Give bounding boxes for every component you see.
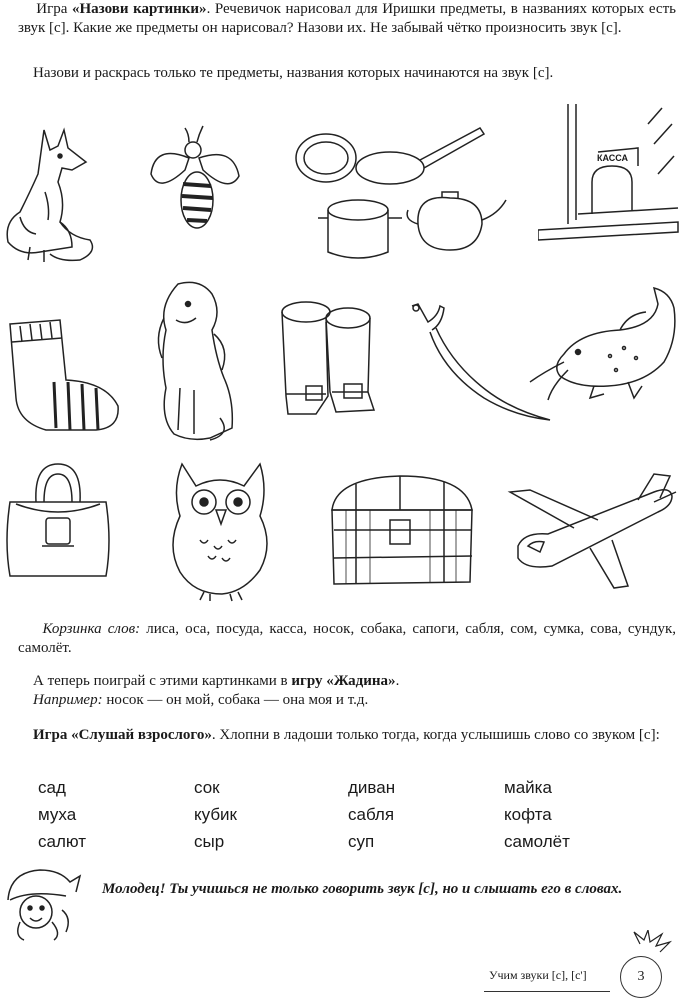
sock-icon — [6, 318, 122, 434]
task1-game-label: Игра — [36, 1, 73, 17]
word-item: майка — [504, 778, 552, 797]
word-item: сыр — [194, 832, 225, 851]
task1-paragraph — [18, 0, 676, 38]
basket-words: лиса, оса, посуда, касса, носок, собака, сапоги, сабля, сом, сумка, сова, сундук, самолёт. — [18, 621, 676, 656]
task2-paragraph — [18, 64, 676, 83]
footer-divider — [484, 991, 610, 992]
listen-game-label: Игра «Слушай взрослого» — [33, 727, 212, 743]
listen-text: . Хлопни в ладоши только тогда, когда услышишь слово со звуком [с]: — [211, 727, 660, 743]
task1-game-title: «Назови картинки» — [72, 1, 207, 17]
word-item: диван — [348, 778, 396, 797]
word-item: самолёт — [504, 832, 570, 851]
basket-label: Корзинка слов: — [42, 621, 141, 637]
dishes-icon — [292, 124, 514, 264]
word-item: салют — [38, 832, 87, 851]
word-item: муха — [38, 805, 77, 824]
basket-paragraph — [18, 620, 676, 658]
task2-text: Назови и раскрась только те предметы, названия которых начинаются на звук [с]. — [33, 65, 554, 81]
greedy-text-before: А теперь поиграй с этими картинками в — [33, 673, 292, 689]
word-item: суп — [348, 832, 375, 851]
fox-icon — [0, 122, 100, 267]
ticket-office-icon — [538, 104, 682, 244]
page-number: 3 — [620, 956, 662, 998]
dog-icon — [150, 278, 242, 444]
task1-text: . Речевичок нарисовал для Иришки предметы, в названиях которых есть звук [с]. Какие же предметы он нарисовал? Назови их. Не забывай чётко произносить звук [с]. — [18, 1, 676, 36]
greedy-example-label: Например: — [33, 692, 103, 708]
greedy-paragraph — [18, 672, 676, 710]
listen-paragraph — [18, 726, 676, 745]
owl-icon — [164, 460, 278, 602]
greedy-example-text: носок — он мой, собака — она моя и т.д. — [102, 692, 369, 708]
airplane-icon — [504, 470, 682, 590]
footer-title: Учим звуки [с], [с'] — [489, 968, 587, 982]
greedy-game-name: игру «Жадина» — [291, 673, 396, 689]
kassa-sign: КАССА — [597, 153, 629, 163]
chest-icon — [326, 470, 476, 592]
bag-icon — [2, 458, 114, 584]
word-item: сабля — [348, 805, 395, 824]
greedy-text-after: . — [395, 673, 400, 689]
word-item: кубик — [194, 805, 237, 824]
word-item: сад — [38, 778, 66, 797]
wasp-icon — [145, 124, 245, 234]
gnome-icon — [0, 866, 84, 942]
word-item: кофта — [504, 805, 552, 824]
boots-icon — [276, 296, 380, 428]
word-item: сок — [194, 778, 220, 797]
catfish-icon — [524, 282, 682, 410]
praise-text: Молодец! Ты учишься не только говорить звук [с], но и слышать его в словах. — [102, 881, 623, 897]
